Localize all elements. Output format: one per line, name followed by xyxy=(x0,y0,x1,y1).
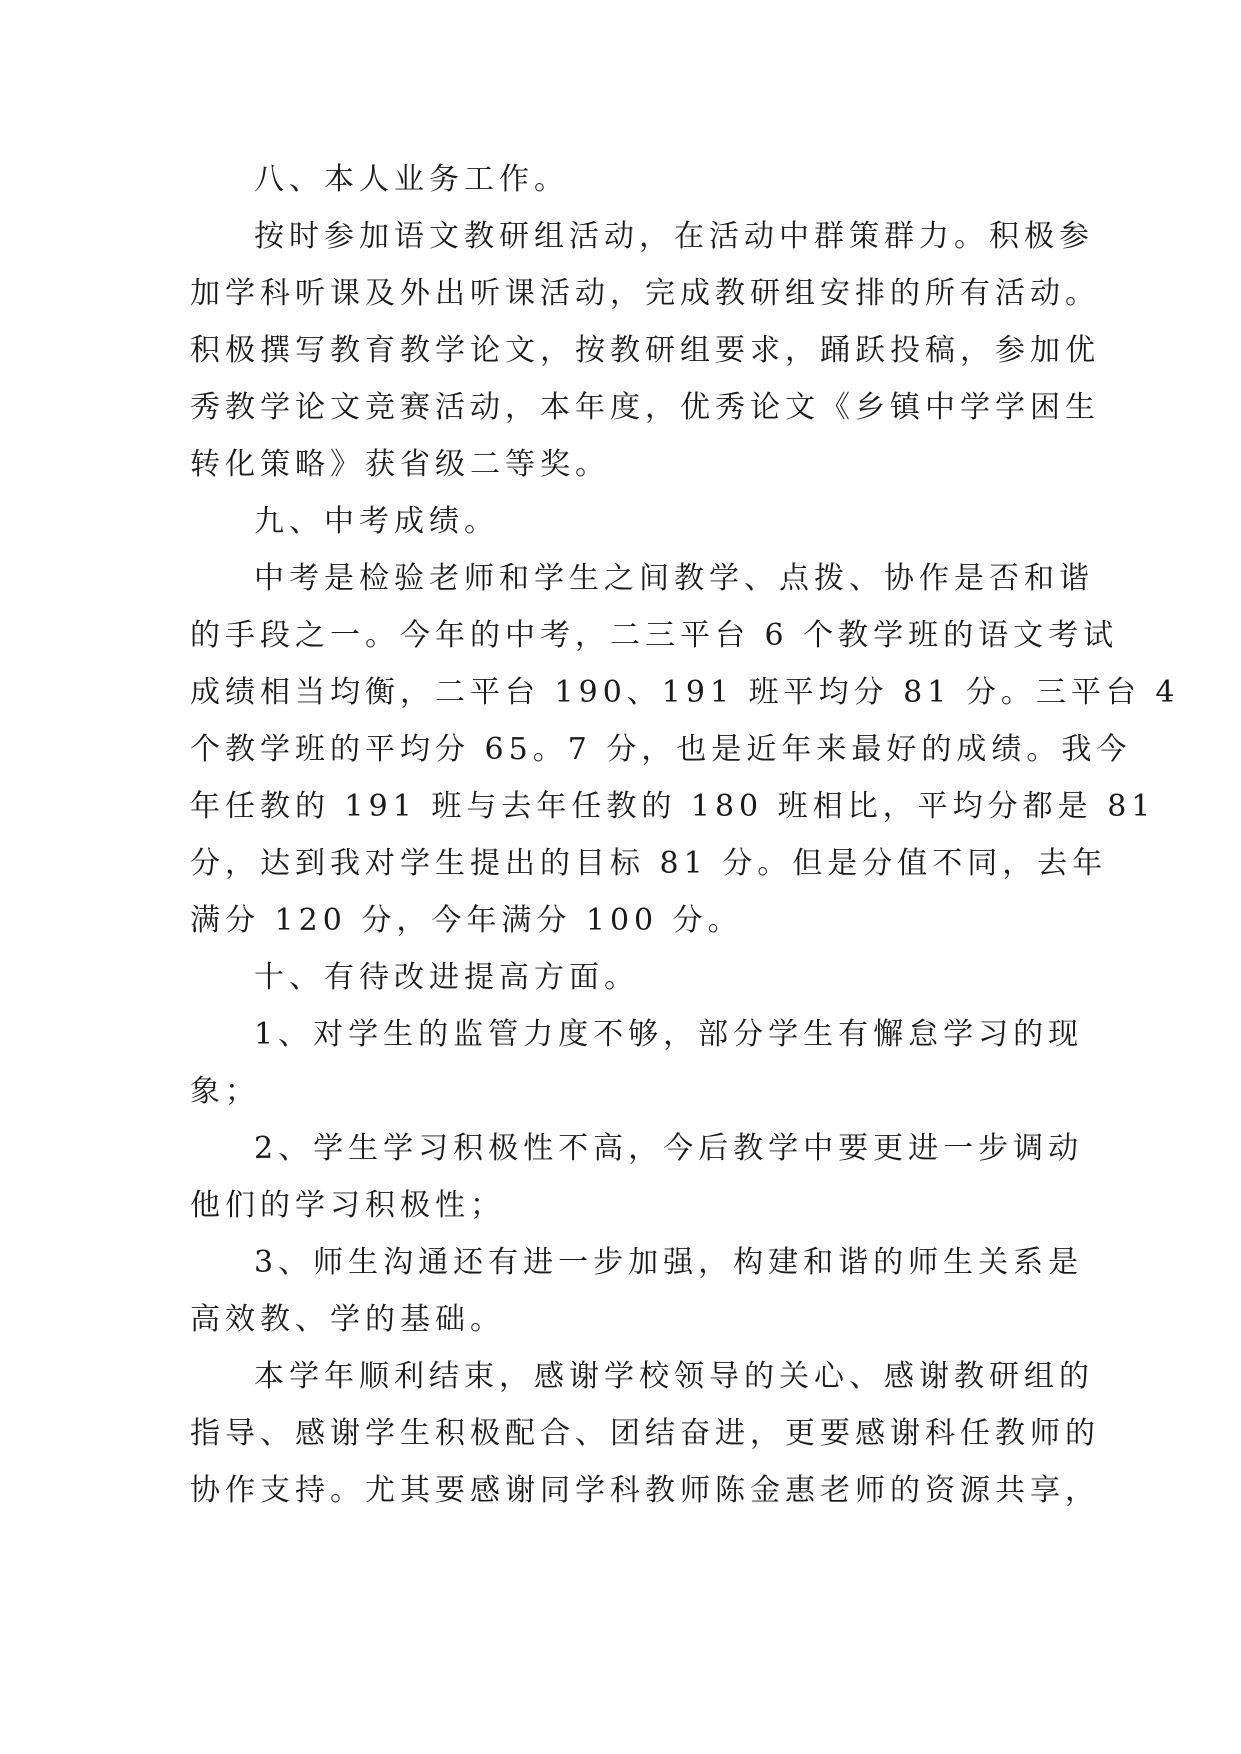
section-heading-8: 八、本人业务工作。 xyxy=(254,162,569,197)
paragraph-line: 转化策略》获省级二等奖。 xyxy=(190,447,610,482)
list-item-line: 象； xyxy=(190,1074,260,1109)
paragraph-line: 秀教学论文竞赛活动，本年度，优秀论文《乡镇中学学困生 xyxy=(190,390,1100,425)
paragraph-line: 的手段之一。今年的中考，二三平台 6 个教学班的语文考试 xyxy=(190,618,1119,653)
paragraph-line: 年任教的 191 班与去年任教的 180 班相比，平均分都是 81 xyxy=(190,789,1156,824)
paragraph-line: 中考是检验老师和学生之间教学、点拨、协作是否和谐 xyxy=(254,561,1094,596)
paragraph-line: 协作支持。尤其要感谢同学科教师陈金惠老师的资源共享， xyxy=(190,1473,1100,1508)
list-item-line: 高效教、学的基础。 xyxy=(190,1302,505,1337)
list-item-line: 1、对学生的监管力度不够，部分学生有懈怠学习的现 xyxy=(254,1017,1084,1052)
section-heading-9: 九、中考成绩。 xyxy=(254,504,499,539)
paragraph-line: 个教学班的平均分 65。7 分，也是近年来最好的成绩。我今 xyxy=(190,732,1132,767)
section-heading-10: 十、有待改进提高方面。 xyxy=(254,960,639,995)
paragraph-line: 成绩相当均衡，二平台 190、191 班平均分 81 分。三平台 4 xyxy=(190,675,1180,710)
paragraph-line: 积极撰写教育教学论文，按教研组要求，踊跃投稿，参加优 xyxy=(190,333,1100,368)
list-item-line: 2、学生学习积极性不高，今后教学中要更进一步调动 xyxy=(254,1131,1084,1166)
paragraph-line: 按时参加语文教研组活动，在活动中群策群力。积极参 xyxy=(254,219,1094,254)
list-item-line: 3、师生沟通还有进一步加强，构建和谐的师生关系是 xyxy=(254,1245,1084,1280)
paragraph-line: 满分 120 分，今年满分 100 分。 xyxy=(190,903,743,938)
list-item-line: 他们的学习积极性； xyxy=(190,1188,505,1223)
paragraph-line: 指导、感谢学生积极配合、团结奋进，更要感谢科任教师的 xyxy=(190,1416,1100,1451)
paragraph-line: 分，达到我对学生提出的目标 81 分。但是分值不同，去年 xyxy=(190,846,1108,881)
paragraph-line: 加学科听课及外出听课活动，完成教研组安排的所有活动。 xyxy=(190,276,1100,311)
paragraph-line: 本学年顺利结束，感谢学校领导的关心、感谢教研组的 xyxy=(254,1359,1094,1394)
